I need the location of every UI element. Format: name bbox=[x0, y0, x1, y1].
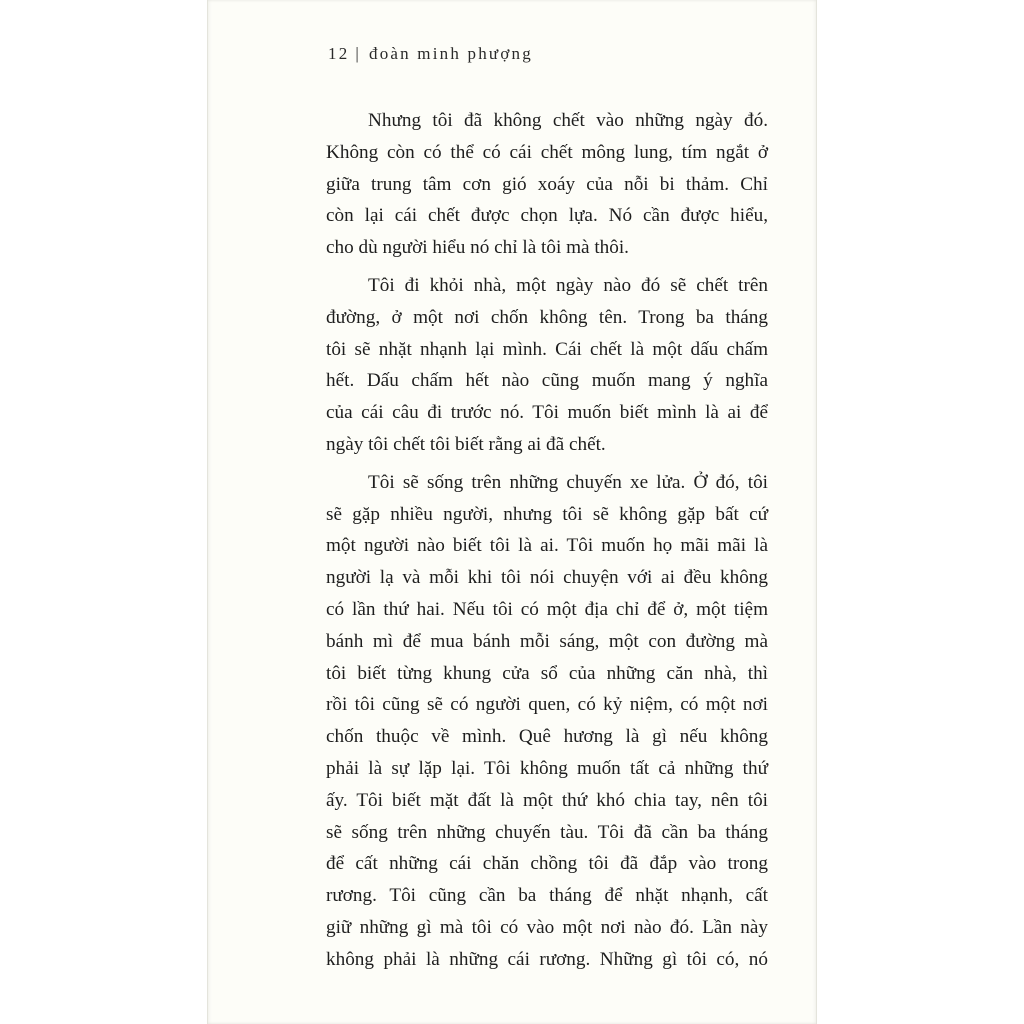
text-line: có lần thứ hai. Nếu tôi có một địa chỉ để ở, một tiệm bbox=[326, 598, 768, 620]
text-line: hết. Dấu chấm hết nào cũng muốn mang ý nghĩa bbox=[326, 370, 768, 392]
text-line: bánh mì để mua bánh mỗi sáng, một con đường mà bbox=[326, 630, 768, 652]
text-line: đường, ở một nơi chốn không tên. Trong ba tháng bbox=[326, 306, 768, 328]
text-line: ngày tôi chết tôi biết rằng ai đã chết. bbox=[326, 433, 606, 455]
text-line: Nhưng tôi đã không chết vào những ngày đó. bbox=[368, 110, 768, 131]
author-name: đoàn minh phượng bbox=[369, 44, 533, 63]
text-line: một người nào biết tôi là ai. Tôi muốn họ mãi mãi là bbox=[326, 535, 768, 557]
text-line: giữ những gì mà tôi có vào một nơi nào đó. Lần này bbox=[326, 916, 768, 938]
text-line: tôi biết từng khung cửa sổ của những căn nhà, thì bbox=[326, 662, 768, 684]
text-line: cho dù người hiểu nó chỉ là tôi mà thôi. bbox=[326, 237, 629, 259]
text-line: giữa trung tâm cơn gió xoáy của nỗi bi thảm. Chỉ bbox=[326, 173, 768, 195]
text-line: không phải là những cái rương. Những gì tôi có, nó bbox=[326, 948, 768, 970]
text-line: chốn thuộc về mình. Quê hương là gì nếu không bbox=[326, 726, 768, 748]
paragraph bbox=[326, 105, 768, 264]
text-line: ấy. Tôi biết mặt đất là một thứ khó chia tay, nên tôi bbox=[326, 789, 768, 811]
text-line: phải là sự lặp lại. Tôi không muốn tất cả những thứ bbox=[326, 757, 768, 779]
text-line: rương. Tôi cũng cần ba tháng để nhặt nhạnh, cất bbox=[326, 885, 768, 907]
text-line: người lạ và mỗi khi tôi nói chuyện với ai đều không bbox=[326, 567, 768, 589]
body-text bbox=[326, 105, 768, 982]
text-line: rồi tôi cũng sẽ có người quen, có kỷ niệm, có một nơi bbox=[326, 694, 768, 716]
running-header bbox=[328, 44, 533, 64]
text-line: sẽ gặp nhiều người, nhưng tôi sẽ không gặp bất cứ bbox=[326, 503, 768, 525]
paragraph bbox=[326, 270, 768, 461]
text-line: Không còn có thể có cái chết mông lung, tím ngắt ở bbox=[326, 141, 768, 163]
page-number: 12 bbox=[328, 44, 350, 63]
text-line: để cất những cái chăn chồng tôi đã đắp vào trong bbox=[326, 853, 768, 875]
paragraph bbox=[326, 467, 768, 976]
page-left-edge bbox=[207, 0, 208, 1024]
text-line: Tôi đi khỏi nhà, một ngày nào đó sẽ chết trên bbox=[368, 274, 768, 296]
text-line: sẽ sống trên những chuyến tàu. Tôi đã cần ba tháng bbox=[326, 821, 768, 843]
text-line: còn lại cái chết được chọn lựa. Nó cần được hiểu, bbox=[326, 205, 768, 227]
page-right-edge bbox=[816, 0, 817, 1024]
text-line: Tôi sẽ sống trên những chuyến xe lửa. Ở đó, tôi bbox=[368, 471, 768, 493]
text-line: tôi sẽ nhặt nhạnh lại mình. Cái chết là một dấu chấm bbox=[326, 338, 768, 360]
header-separator: | bbox=[355, 44, 362, 63]
text-line: của cái câu đi trước nó. Tôi muốn biết mình là ai để bbox=[326, 402, 768, 424]
